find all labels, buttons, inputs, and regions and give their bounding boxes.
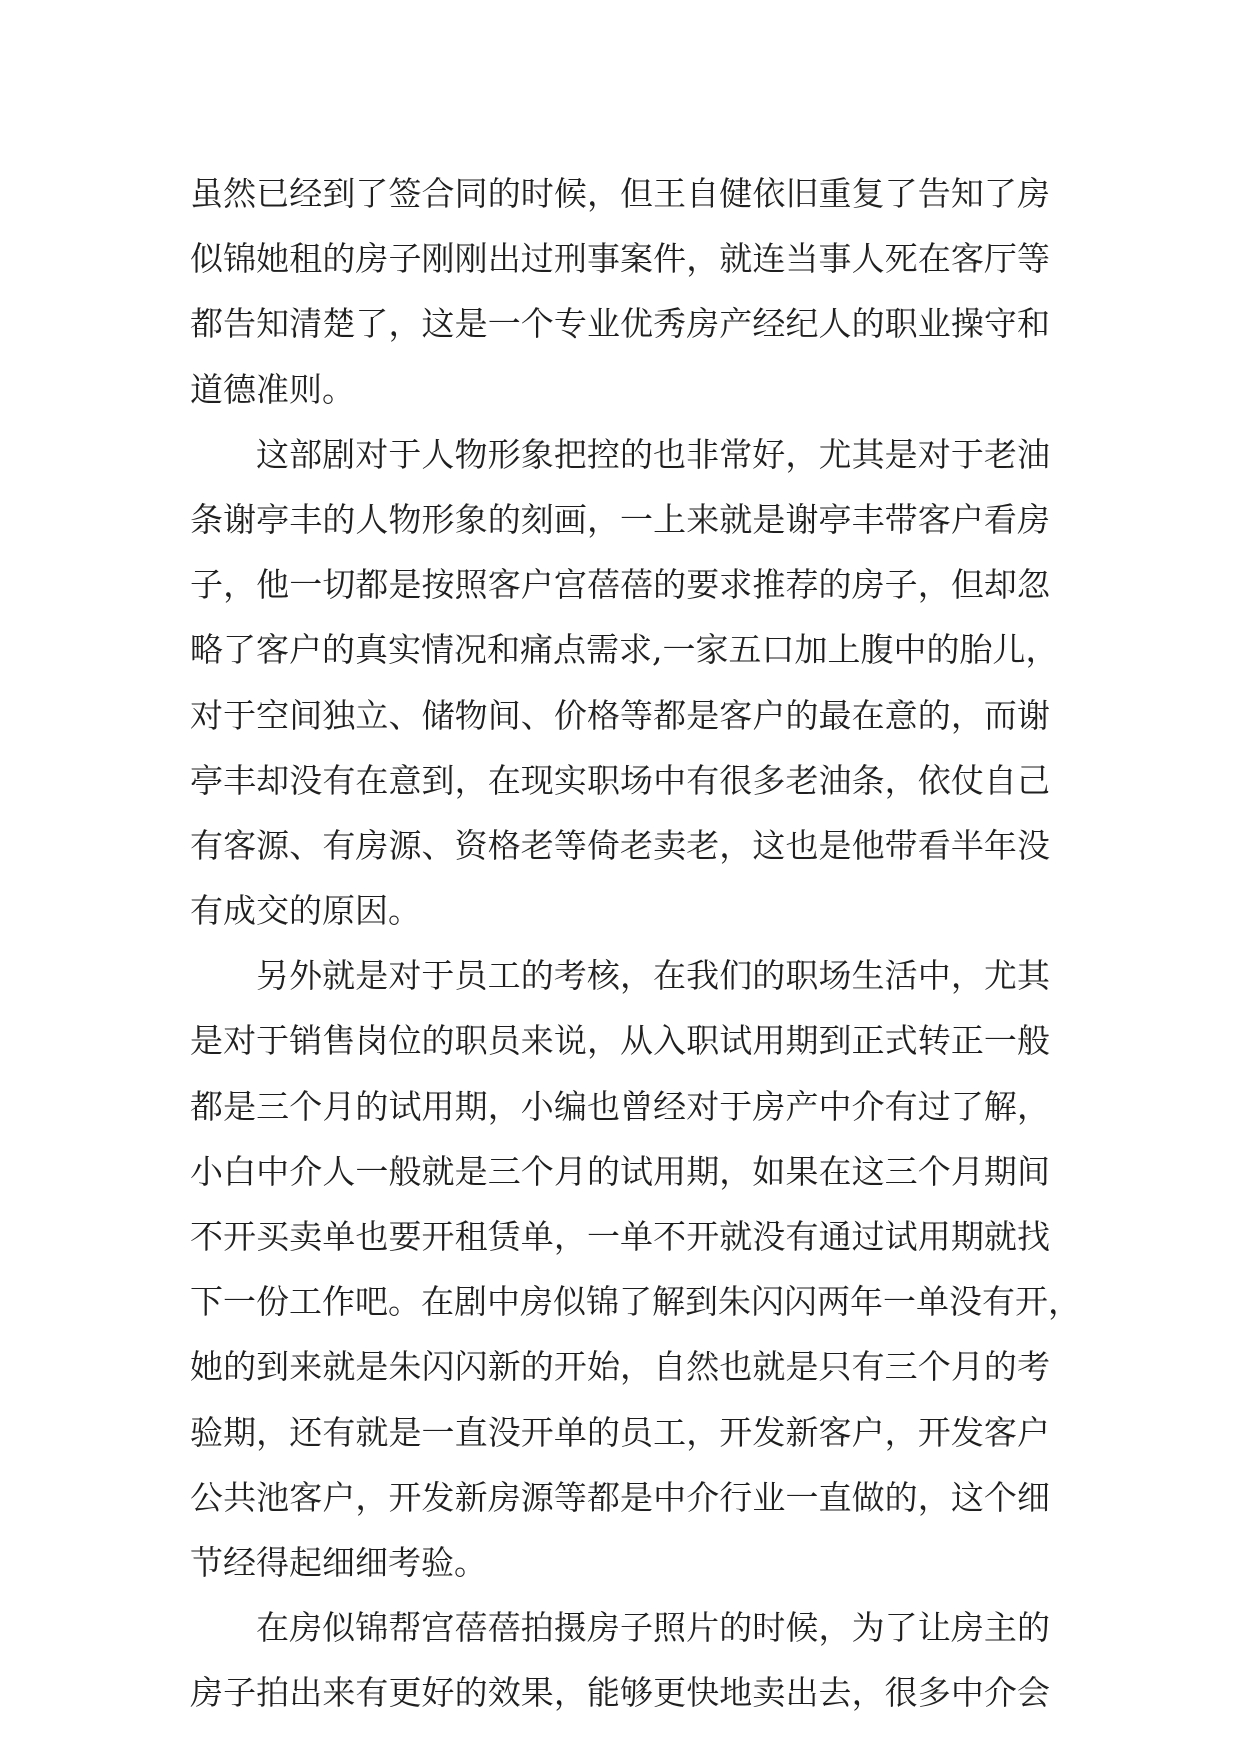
text-line: 都告知清楚了，这是一个专业优秀房产经纪人的职业操守和 [190, 304, 1050, 344]
text-line: 亭丰却没有在意到，在现实职场中有很多老油条，依仗自己 [190, 760, 1050, 800]
text-line: 这部剧对于人物形象把控的也非常好，尤其是对于老油 [256, 434, 1050, 474]
text-line: 虽然已经到了签合同的时候，但王自健依旧重复了告知了房 [190, 174, 1050, 213]
text-line: 略了客户的真实情况和痛点需求,一家五口加上腹中的胎儿， [190, 630, 1059, 670]
text-line: 有成交的原因。 [190, 891, 421, 931]
paragraph [190, 161, 1050, 422]
text-line: 是对于销售岗位的职员来说，从入职试用期到正式转正一般 [190, 1021, 1050, 1061]
paragraph [190, 1595, 1050, 1725]
text-line: 下一份工作吧。在剧中房似锦了解到朱闪闪两年一单没有开， [190, 1282, 1081, 1322]
paragraph [190, 422, 1059, 944]
text-line: 小白中介人一般就是三个月的试用期，如果在这三个月期间 [190, 1151, 1050, 1191]
text-line: 在房似锦帮宫蓓蓓拍摄房子照片的时候，为了让房主的 [256, 1608, 1050, 1648]
text-line: 不开买卖单也要开租赁单，一单不开就没有通过试用期就找 [190, 1217, 1050, 1256]
text-line: 节经得起细细考验。 [190, 1542, 487, 1582]
text-line: 似锦她租的房子刚刚出过刑事案件，就连当事人死在客厅等 [190, 239, 1050, 279]
text-line: 条谢亭丰的人物形象的刻画，一上来就是谢亭丰带客户看房 [190, 499, 1050, 539]
text-line: 验期，还有就是一直没开单的员工，开发新客户，开发客户 [190, 1412, 1050, 1452]
text-line: 她的到来就是朱闪闪新的开始，自然也就是只有三个月的考 [190, 1347, 1050, 1387]
text-line: 对于空间独立、储物间、价格等都是客户的最在意的，而谢 [190, 695, 1050, 735]
text-line: 子，他一切都是按照客户宫蓓蓓的要求推荐的房子，但却忽 [190, 565, 1050, 605]
document-body [190, 161, 1081, 1726]
text-line: 有客源、有房源、资格老等倚老卖老，这也是他带看半年没 [190, 825, 1050, 865]
text-line: 房子拍出来有更好的效果，能够更快地卖出去，很多中介会 [190, 1673, 1050, 1713]
text-line: 都是三个月的试用期，小编也曾经对于房产中介有过了解， [190, 1086, 1050, 1126]
text-line: 公共池客户，开发新房源等都是中介行业一直做的，这个细 [190, 1477, 1050, 1517]
text-line: 另外就是对于员工的考核，在我们的职场生活中，尤其 [256, 956, 1050, 996]
text-line: 道德准则。 [190, 369, 355, 409]
paragraph [190, 943, 1081, 1595]
